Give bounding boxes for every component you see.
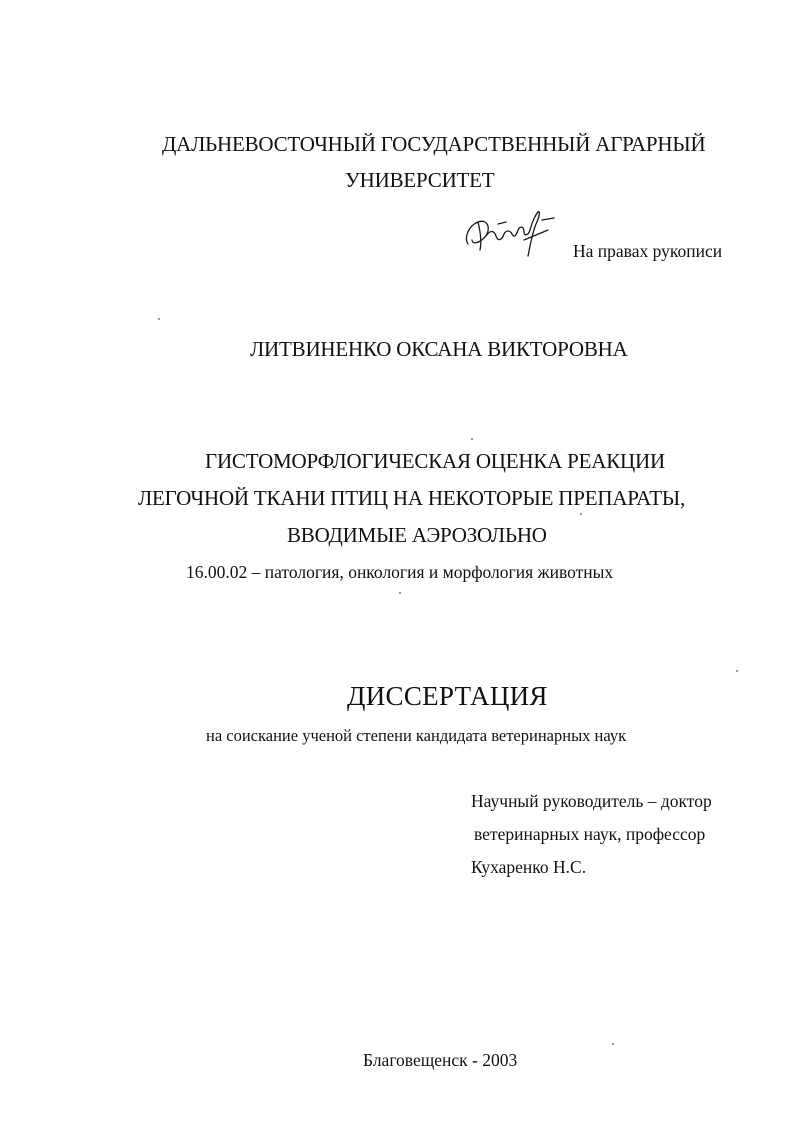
document-type: ДИССЕРТАЦИЯ xyxy=(347,681,548,711)
supervisor-name: Кухаренко Н.С. xyxy=(471,857,587,877)
scan-speck xyxy=(399,592,401,594)
scan-speck xyxy=(736,670,738,672)
scan-speck xyxy=(580,513,582,515)
supervisor-line-2: ветеринарных наук, профессор xyxy=(474,824,706,844)
thesis-title-line-2: ЛЕГОЧНОЙ ТКАНИ ПТИЦ НА НЕКОТОРЫЕ ПРЕПАРАТЫ, xyxy=(138,486,685,510)
manuscript-rights-note: На правах рукописи xyxy=(573,241,723,261)
author-name: ЛИТВИНЕНКО ОКСАНА ВИКТОРОВНА xyxy=(250,337,628,361)
handwritten-signature xyxy=(458,200,558,264)
scan-speck xyxy=(612,1043,614,1045)
place-and-year: Благовещенск - 2003 xyxy=(363,1050,518,1070)
institution-line-1: ДАЛЬНЕВОСТОЧНЫЙ ГОСУДАРСТВЕННЫЙ АГРАРНЫЙ xyxy=(162,132,706,156)
degree-purpose: на соискание ученой степени кандидата ветеринарных наук xyxy=(206,726,627,745)
supervisor-line-1: Научный руководитель – доктор xyxy=(471,791,712,811)
specialty-code: 16.00.02 – патология, онкология и морфология животных xyxy=(186,562,614,582)
thesis-title-line-3: ВВОДИМЫЕ АЭРОЗОЛЬНО xyxy=(287,523,547,547)
institution-line-2: УНИВЕРСИТЕТ xyxy=(345,168,495,192)
thesis-title-line-1: ГИСТОМОРФЛОГИЧЕСКАЯ ОЦЕНКА РЕАКЦИИ xyxy=(205,449,665,473)
scan-speck xyxy=(471,438,473,440)
scan-speck xyxy=(158,318,160,320)
